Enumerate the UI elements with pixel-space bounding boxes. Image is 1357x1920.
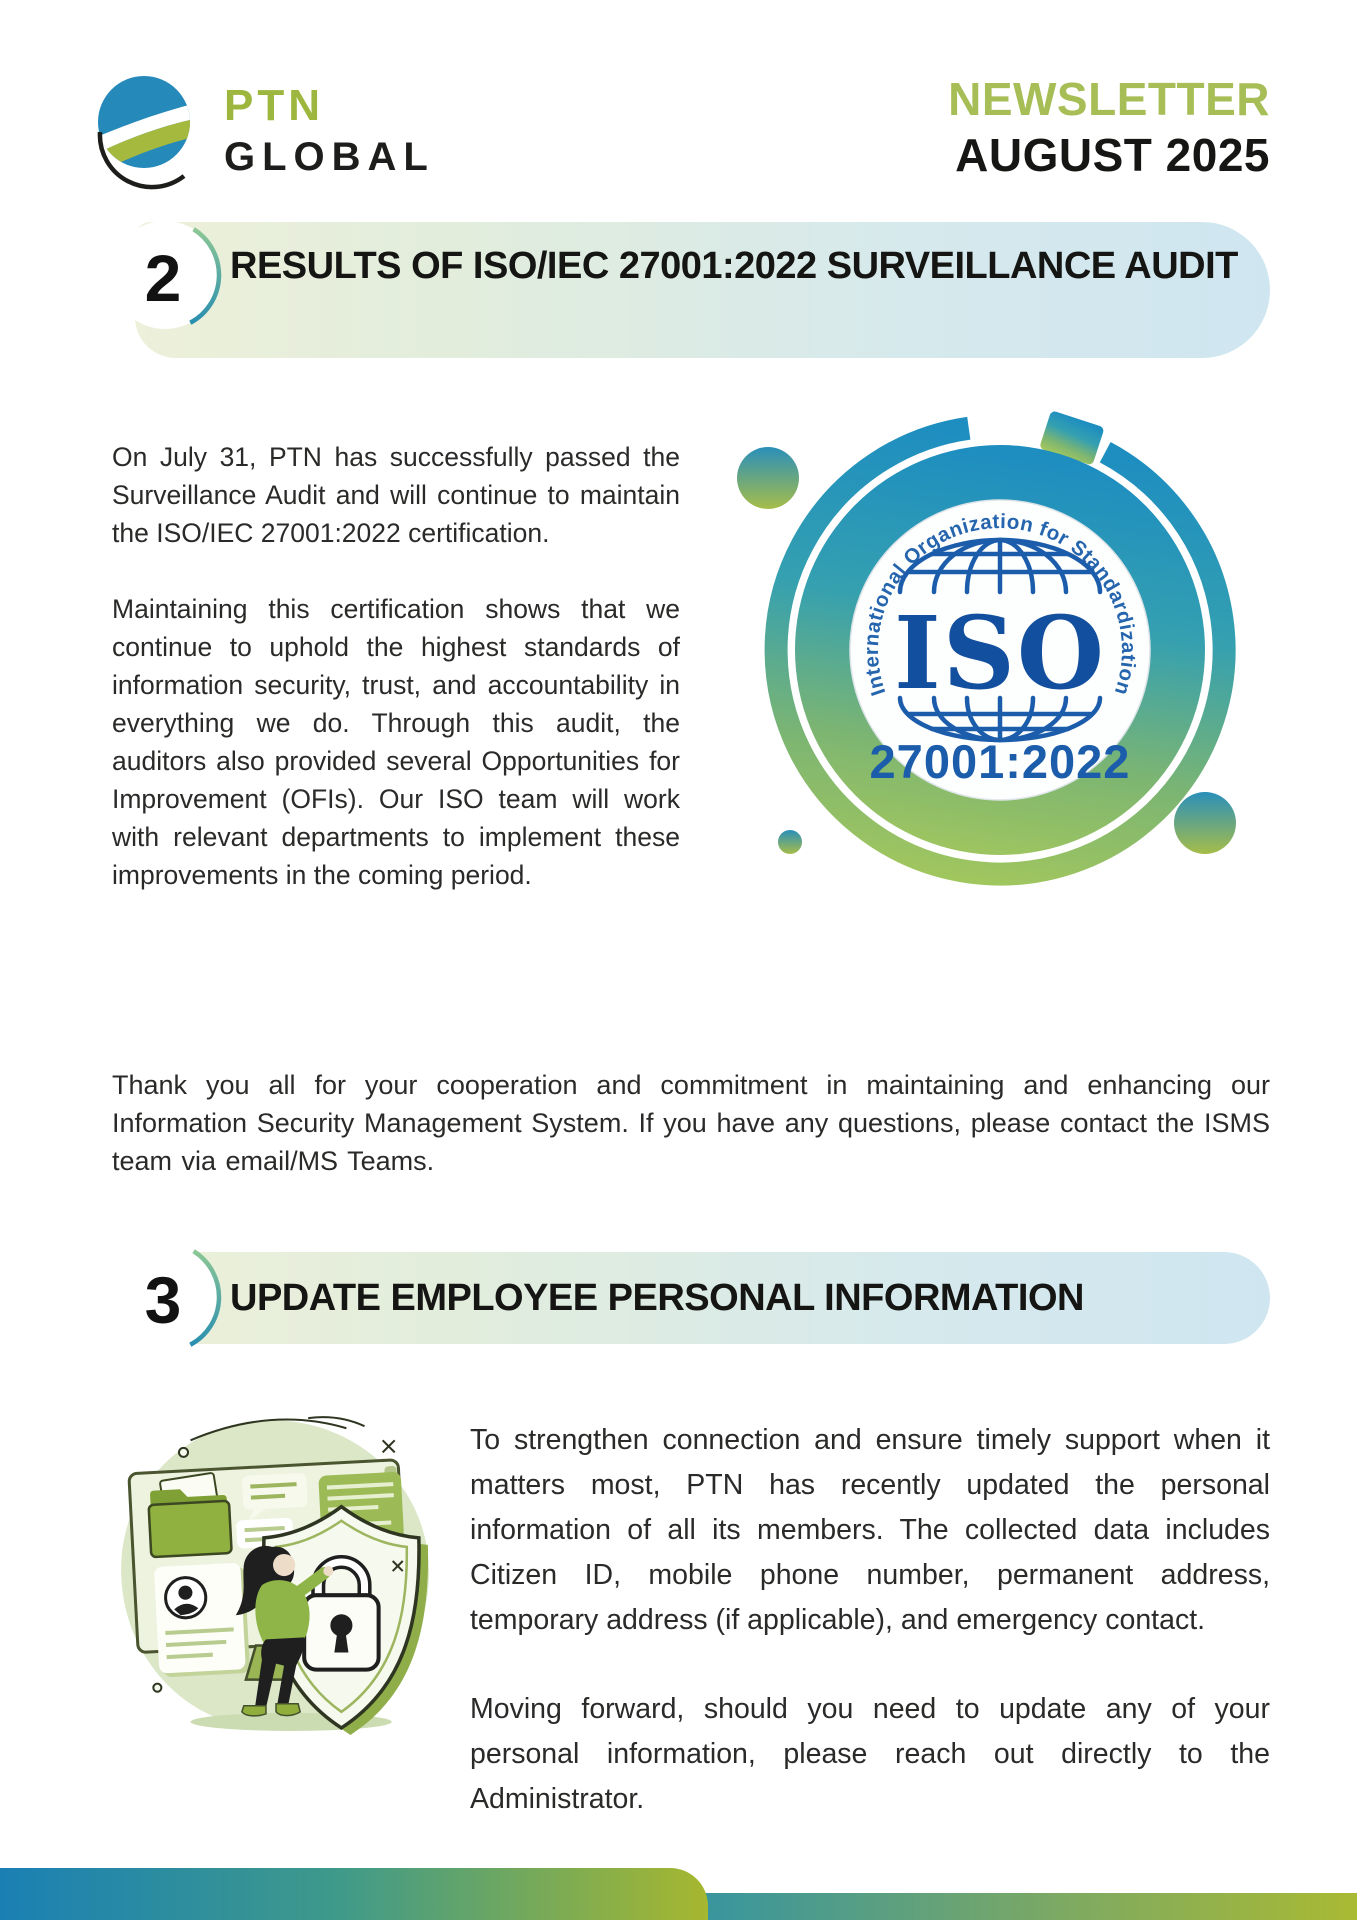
section-3-text-column (470, 1418, 1270, 1822)
section-2-number-badge (108, 218, 222, 332)
section-2-number: 2 (144, 241, 182, 315)
section-2-text-column (112, 438, 680, 894)
iso-logo-text: ISO (893, 594, 1107, 712)
folder-icon (149, 1501, 232, 1557)
decor-dot-large (737, 447, 799, 509)
ptn-globe-logo-icon (92, 70, 204, 196)
paragraph: Moving forward, should you need to update any of your personal information, please reach out directly to the Administrator. (470, 1693, 1270, 1815)
decor-dot-bottom-left (778, 830, 802, 854)
section-2-closing-paragraph: Thank you all for your cooperation and commitment in maintaining and enhancing our Information Security Management System. If you have any questions, please contact the ISMS team via email/MS Teams. (112, 1070, 1270, 1176)
paragraph: To strengthen connection and ensure timely support when it matters most, PTN has recently updated the personal information of all its members. The collected data includes Citizen ID, mobile phone number, permanent address, temporary address (if applicable), and emergency contact. (470, 1424, 1270, 1636)
paragraph: On July 31, PTN has successfully passed the Surveillance Audit and will continue to maintain the ISO/IEC 27001:2022 certification. (112, 442, 680, 548)
id-card-icon (154, 1562, 250, 1677)
sparkle-icon (383, 1440, 395, 1452)
masthead (948, 73, 1270, 181)
logo-wordmark (224, 81, 435, 179)
newsletter-title: NEWSLETTER (948, 73, 1270, 125)
section-3-number-badge (108, 1240, 222, 1354)
footer-accent-bar-left (0, 1868, 708, 1920)
data-privacy-shield-illustration (95, 1388, 447, 1740)
section-2-title: RESULTS OF ISO/IEC 27001:2022 SURVEILLANCE AUDIT (230, 245, 1238, 287)
paragraph: Maintaining this certification shows that we continue to uphold the highest standards of information security, trust, and accountability in everything we do. Through this audit, the auditors also provided several Opportunities for Improvement (OFIs). Our ISO team will work with relevant departments to implement these improvements in the coming period. (112, 594, 680, 890)
iso-curved-text: International Organization for Standardization (859, 510, 1141, 699)
iso-standard-text: 27001:2022 (869, 735, 1131, 788)
section-3-title: UPDATE EMPLOYEE PERSONAL INFORMATION (230, 1276, 1084, 1319)
ring-decor-icon (179, 1448, 188, 1457)
logo-global-text: GLOBAL (224, 135, 435, 179)
iso-27001-badge-illustration (600, 400, 1290, 900)
footer-accent-bar-right (700, 1893, 1357, 1920)
decor-dot-bottom-right (1174, 792, 1236, 854)
section-3-number: 3 (144, 1263, 182, 1337)
newsletter-issue-date: AUGUST 2025 (955, 129, 1270, 181)
logo-ptn-text: PTN (224, 81, 324, 130)
